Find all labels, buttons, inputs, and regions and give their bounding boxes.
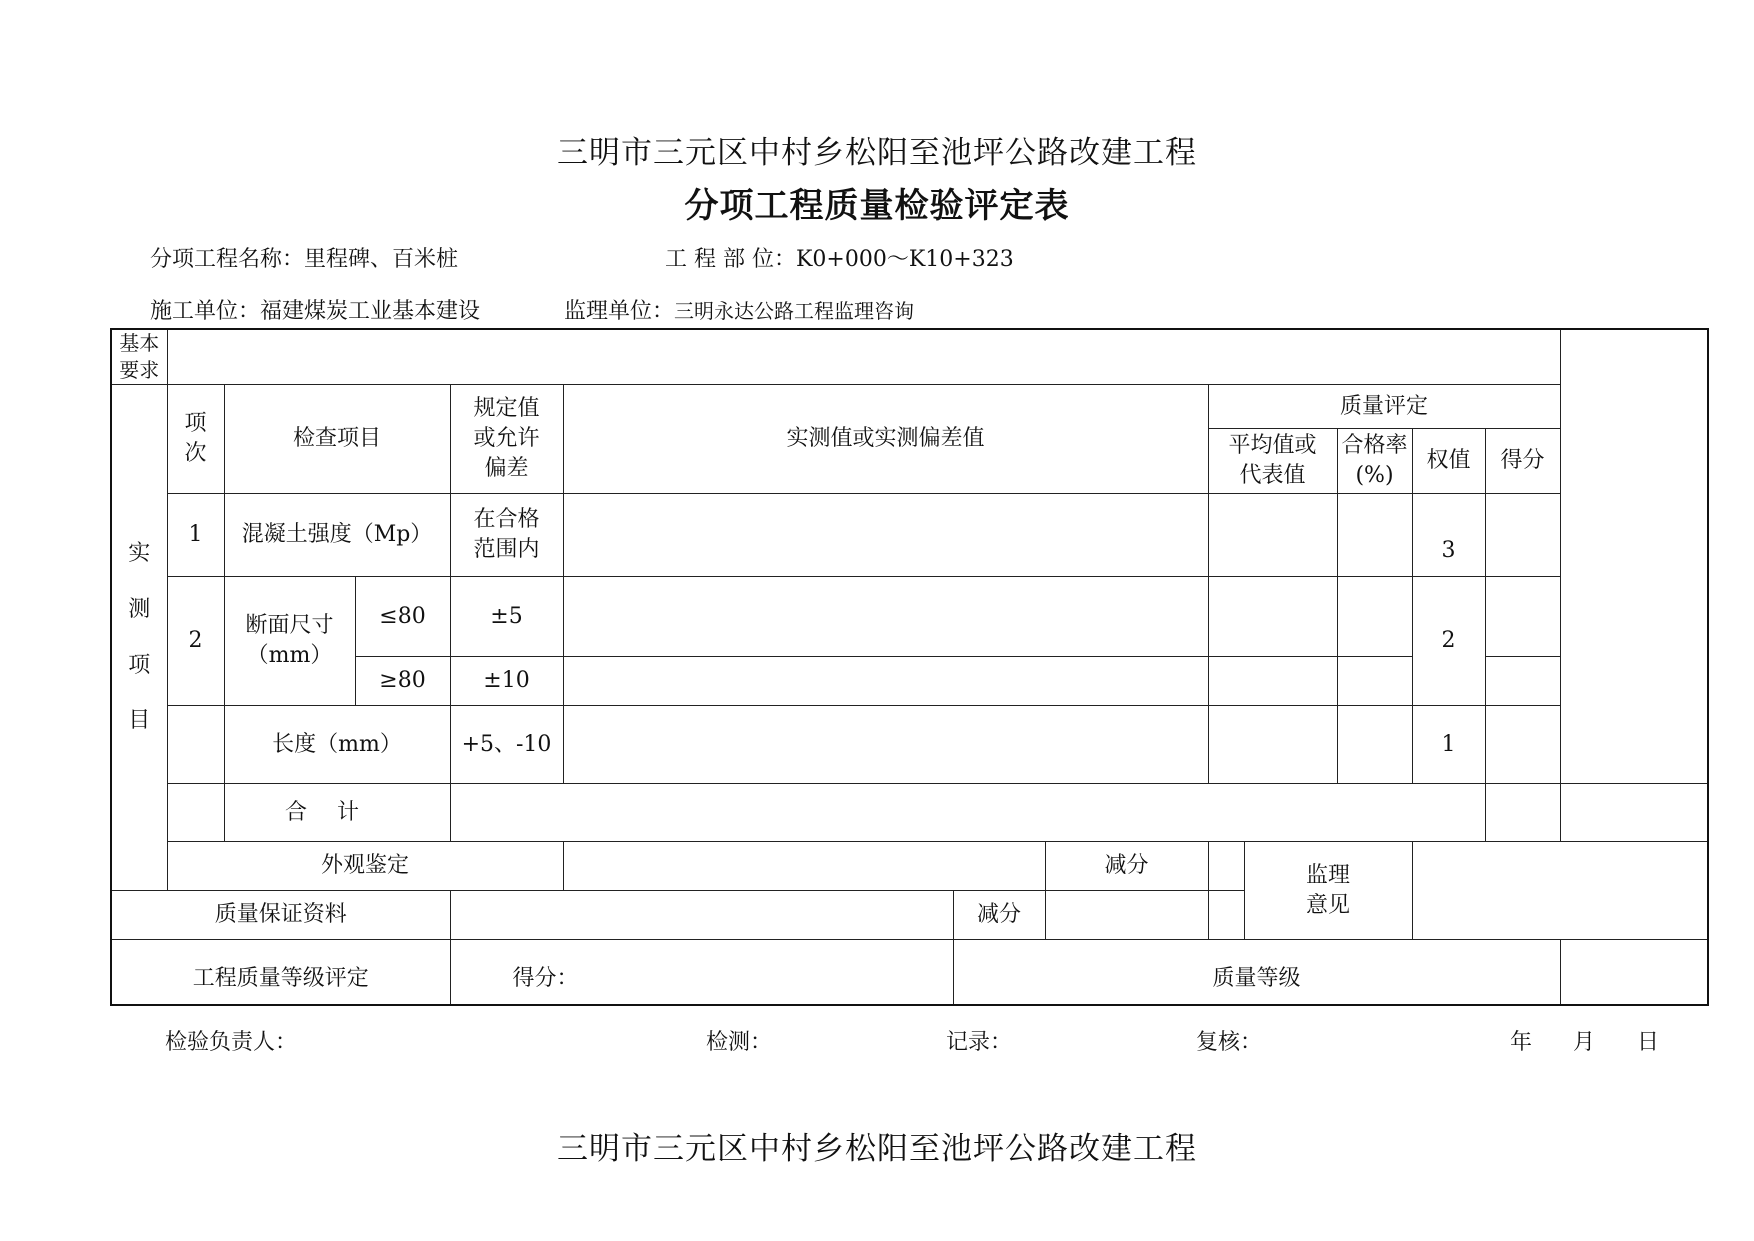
total-weight (1485, 784, 1560, 842)
row3-index (167, 706, 224, 784)
supervisor-line (564, 294, 914, 325)
grade-eval-label: 工程质量等级评定 (111, 940, 450, 1005)
header-average: 平均值或代表值 (1208, 429, 1337, 494)
contractor-value: 福建煤炭工业基本建设 (260, 299, 481, 324)
row2a-condition: ≤80 (355, 577, 450, 657)
row2-item: 断面尺寸（mm） (224, 577, 355, 706)
contractor-line (150, 294, 480, 325)
signoff-inspector: 检验负责人： (165, 1030, 298, 1055)
header-score: 得分 (1485, 429, 1560, 494)
basic-requirements-cell (167, 329, 1560, 385)
signoff-month: 月 (1573, 1030, 1596, 1055)
form-title: 分项工程质量检验评定表 (684, 186, 1070, 226)
appearance-value (563, 842, 1045, 891)
row2a-pass-rate (1337, 577, 1412, 657)
row3-score (1485, 706, 1560, 784)
row2a-spec: ±5 (450, 577, 563, 657)
location-value: K0+000～K10+323 (795, 247, 1014, 272)
supervisor-value: 三明永达公路工程监理咨询 (674, 299, 915, 323)
header-weight: 权值 (1412, 429, 1485, 494)
basic-requirements-label: 基本要求 (111, 329, 167, 385)
project-title: 三明市三元区中村乡松阳至池坪公路改建工程 (557, 135, 1197, 171)
grade-label: 质量等级 (953, 940, 1560, 1005)
header-measured: 实测值或实测偏差值 (563, 385, 1208, 494)
row1-spec: 在合格范围内 (450, 494, 563, 577)
appearance-label: 外观鉴定 (167, 842, 563, 891)
row2b-pass-rate (1337, 657, 1412, 706)
row1-average (1208, 494, 1337, 577)
row1-weight: 3 (1412, 494, 1485, 577)
row1-score (1485, 494, 1560, 577)
row2b-spec: ±10 (450, 657, 563, 706)
row2a-measured (563, 577, 1208, 657)
header-quality-eval: 质量评定 (1208, 385, 1560, 429)
subitem-name-label: 分项工程名称： (150, 247, 305, 272)
total-label: 合计 (224, 784, 450, 842)
total-index (167, 784, 224, 842)
header-spec: 规定值或允许偏差 (450, 385, 563, 494)
appearance-deduct-value (1208, 842, 1244, 891)
row2-weight: 2 (1412, 577, 1485, 706)
header-check-item: 检查项目 (224, 385, 450, 494)
row2a-score (1485, 577, 1560, 657)
row2b-condition: ≥80 (355, 657, 450, 706)
quality-docs-label: 质量保证资料 (111, 891, 450, 940)
signoff-test: 检测： (706, 1030, 773, 1055)
signoff-record: 记录： (946, 1030, 1013, 1055)
measured-items-side-label: 实 测 项 目 (111, 385, 167, 891)
row1-index: 1 (167, 494, 224, 577)
supervision-opinion-value (1412, 842, 1708, 940)
quality-docs-deduct-label: 减分 (953, 891, 1045, 940)
header-pass-rate: 合格率(%) (1337, 429, 1412, 494)
row2-index: 2 (167, 577, 224, 706)
supervision-opinion-label: 监理意见 (1244, 842, 1412, 940)
subitem-name-line (150, 242, 458, 273)
location-label: 工 程 部 位： (665, 247, 796, 272)
row1-item: 混凝土强度（Mp） (224, 494, 450, 577)
supervisor-label: 监理单位： (564, 299, 675, 324)
subitem-name-value: 里程碑、百米桩 (304, 247, 459, 272)
row2b-measured (563, 657, 1208, 706)
row2a-average (1208, 577, 1337, 657)
location-line (665, 242, 1014, 273)
total-score (1560, 784, 1708, 842)
row2b-score (1485, 657, 1560, 706)
quality-evaluation-table (110, 328, 1709, 1006)
signoff-review: 复核： (1196, 1030, 1263, 1055)
row3-average (1208, 706, 1337, 784)
quality-docs-value (450, 891, 953, 940)
row3-spec: +5、-10 (450, 706, 563, 784)
total-value (450, 784, 1485, 842)
quality-docs-deduct-value (1045, 891, 1208, 940)
project-title-next-page: 三明市三元区中村乡松阳至池坪公路改建工程 (557, 1131, 1197, 1167)
row1-measured (563, 494, 1208, 577)
score-label: 得分： (450, 940, 953, 1005)
row3-item: 长度（mm） (224, 706, 450, 784)
contractor-label: 施工单位： (150, 299, 261, 324)
signoff-day: 日 (1637, 1030, 1660, 1055)
row3-weight: 1 (1412, 706, 1485, 784)
header-index: 项次 (167, 385, 224, 494)
row3-measured (563, 706, 1208, 784)
row1-pass-rate (1337, 494, 1412, 577)
appearance-deduct-label: 减分 (1045, 842, 1208, 891)
row2b-average (1208, 657, 1337, 706)
row3-pass-rate (1337, 706, 1412, 784)
signoff-year: 年 (1510, 1030, 1533, 1055)
